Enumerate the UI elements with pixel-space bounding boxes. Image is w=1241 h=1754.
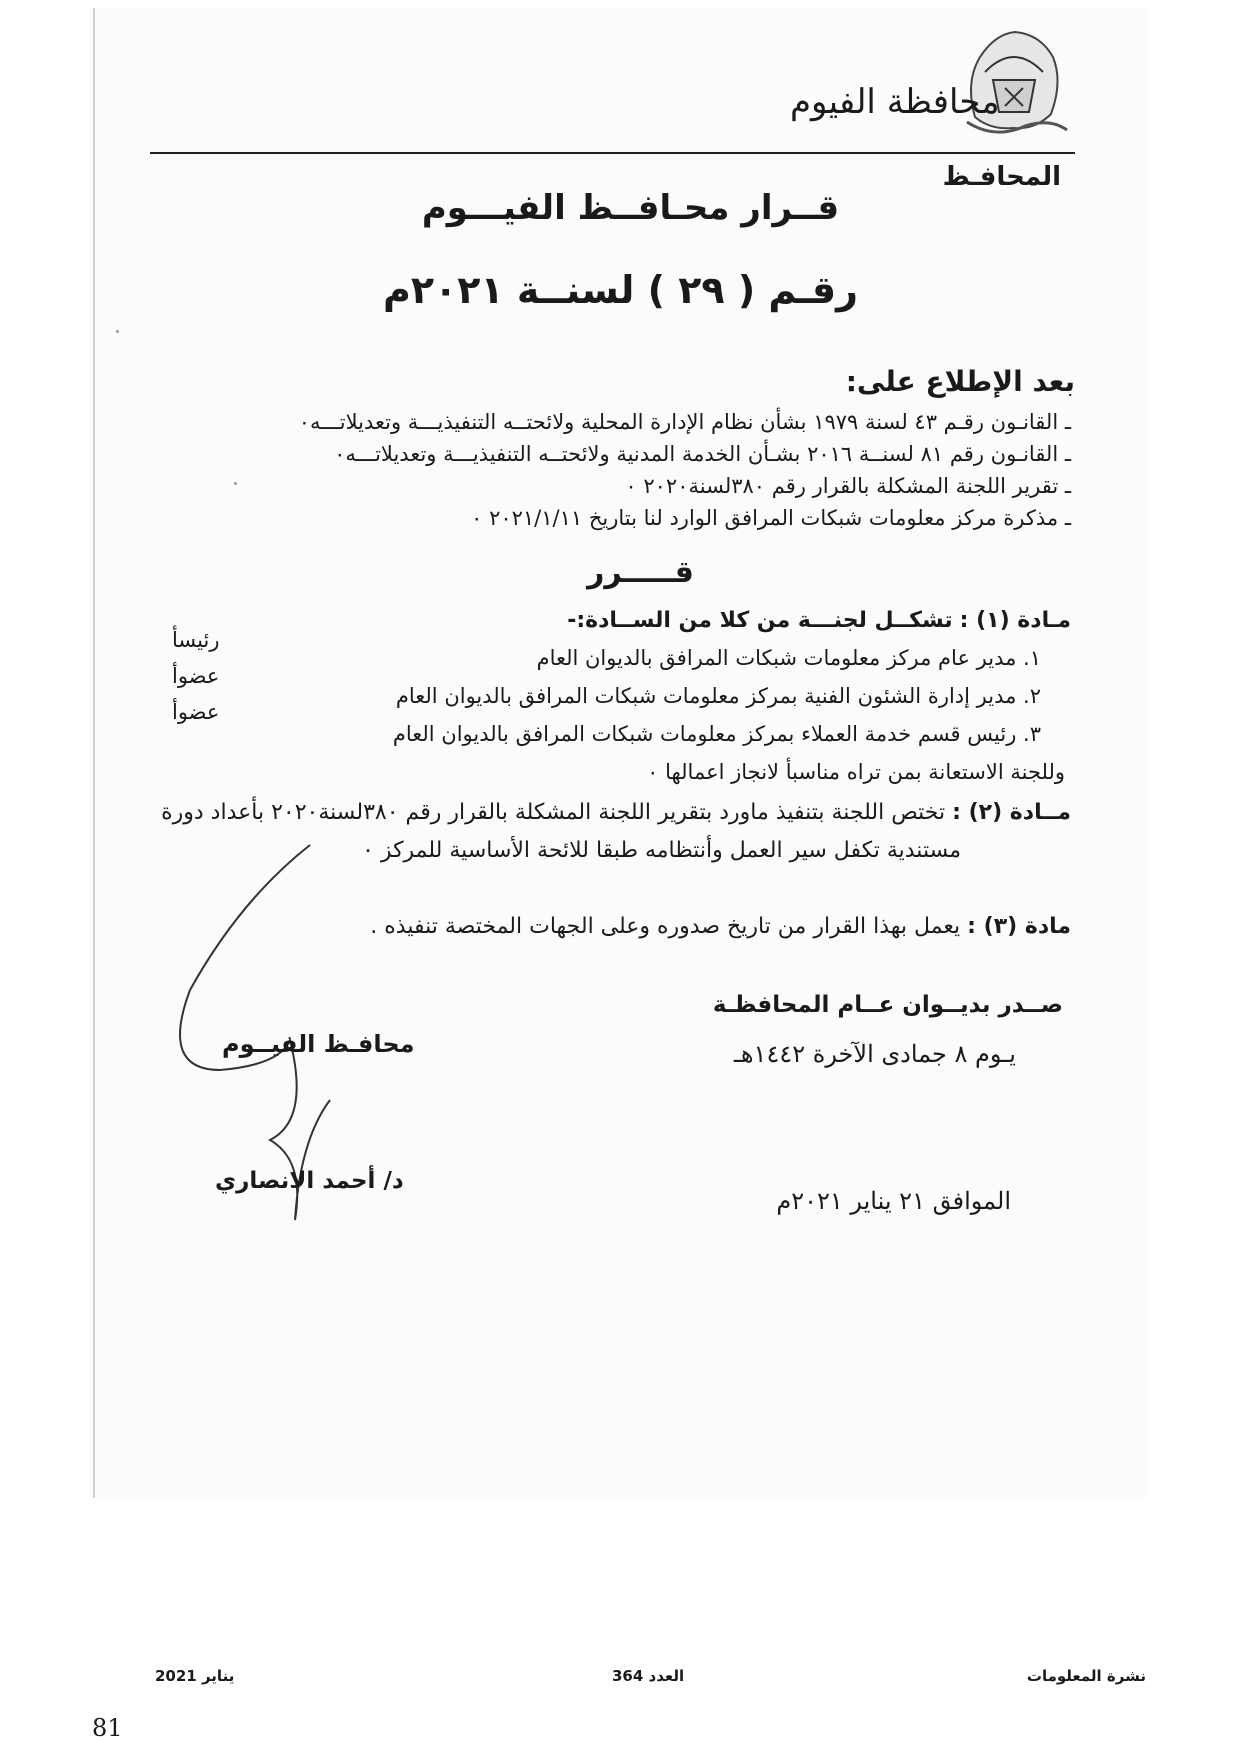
signatory-name: د/ أحمد الانصاري <box>215 1168 404 1194</box>
article-2-text: تختص اللجنة بتنفيذ ماورد بتقرير اللجنة المشكلة بالقرار رقم ٣٨٠لسنة٢٠٢٠ بأعداد دورة <box>161 800 946 825</box>
article-1 <box>567 608 1071 633</box>
scan-speck <box>116 330 119 333</box>
footer-date: يناير 2021 <box>155 1667 235 1685</box>
article-3-label: مادة (٣) : <box>967 914 1071 939</box>
gregorian-date: الموافق ٢١ يناير ٢٠٢١م <box>776 1187 1011 1215</box>
article-2-label: مــادة (٢) : <box>952 800 1071 825</box>
preamble-item: ـ مذكرة مركز معلومات شبكات المرافق الوارد لنا بتاريخ ٢٠٢١/١/١١ ٠ <box>471 506 1071 530</box>
preamble-item: ـ تقرير اللجنة المشكلة بالقرار رقم ٣٨٠لسنة٢٠٢٠ ٠ <box>625 474 1071 498</box>
member-role: رئيسأ <box>172 628 220 652</box>
decision-heading: قـــــرر <box>587 555 694 590</box>
article-2 <box>161 800 1071 825</box>
footer-issue: العدد 364 <box>612 1667 685 1685</box>
office-label: المحافـظ <box>942 162 1061 192</box>
member-role: عضوأ <box>172 700 220 724</box>
article-1-note: وللجنة الاستعانة بمن تراه مناسبأ لانجاز اعمالها ٠ <box>647 760 1065 784</box>
issuance-place: صــدر بديــوان عــام المحافظـة <box>712 992 1063 1018</box>
scanned-page <box>93 8 1148 1498</box>
article-1-text: تشكــل لجنـــة من كلا من الســادة:- <box>567 608 953 633</box>
preamble-heading: بعد الإطلاع على: <box>845 365 1075 398</box>
hijri-date: يـوم ٨ جمادى الآخرة ١٤٤٢هـ <box>733 1040 1016 1068</box>
governorate-seal-icon <box>955 22 1073 140</box>
article-3 <box>370 914 1071 939</box>
article-3-text: يعمل بهذا القرار من تاريخ صدوره وعلى الجهات المختصة تنفيذه . <box>370 914 961 939</box>
committee-member: ١. مدير عام مركز معلومات شبكات المرافق بالديوان العام <box>536 646 1041 670</box>
preamble-item: ـ القانـون رقم ٨١ لسنــة ٢٠١٦ بشـأن الخدمة المدنية ولائحتــه التنفيذيـــة وتعديلاتـــه٠ <box>334 442 1071 466</box>
article-2-continuation: مستندية تكفل سير العمل وأنتظامه طبقا للائحة الأساسية للمركز ٠ <box>362 838 961 863</box>
decree-title: قــرار محـافــظ الفيـــوم <box>421 188 840 228</box>
footer-publication: نشرة المعلومات <box>1026 1667 1146 1685</box>
committee-member: ٢. مدير إدارة الشئون الفنية بمركز معلومات شبكات المرافق بالديوان العام <box>395 684 1041 708</box>
decree-number: رقـم ( ٢٩ ) لسنــة ٢٠٢١م <box>383 268 858 312</box>
signatory-title: محافـظ الفيــوم <box>222 1030 415 1058</box>
governorate-name: محافظة الفيوم <box>790 82 1000 122</box>
page-number: 81 <box>92 1714 123 1742</box>
committee-member: ٣. رئيس قسم خدمة العملاء بمركز معلومات شبكات المرافق بالديوان العام <box>392 722 1041 746</box>
header-divider <box>150 152 1075 154</box>
article-1-label: مـادة (١) : <box>959 608 1071 633</box>
member-role: عضوأ <box>172 664 220 688</box>
preamble-item: ـ القانـون رقـم ٤٣ لسنة ١٩٧٩ بشأن نظام الإدارة المحلية ولائحتــه التنفيذيـــة وتعديلاتـــه٠ <box>298 410 1071 434</box>
scan-speck <box>234 482 237 485</box>
